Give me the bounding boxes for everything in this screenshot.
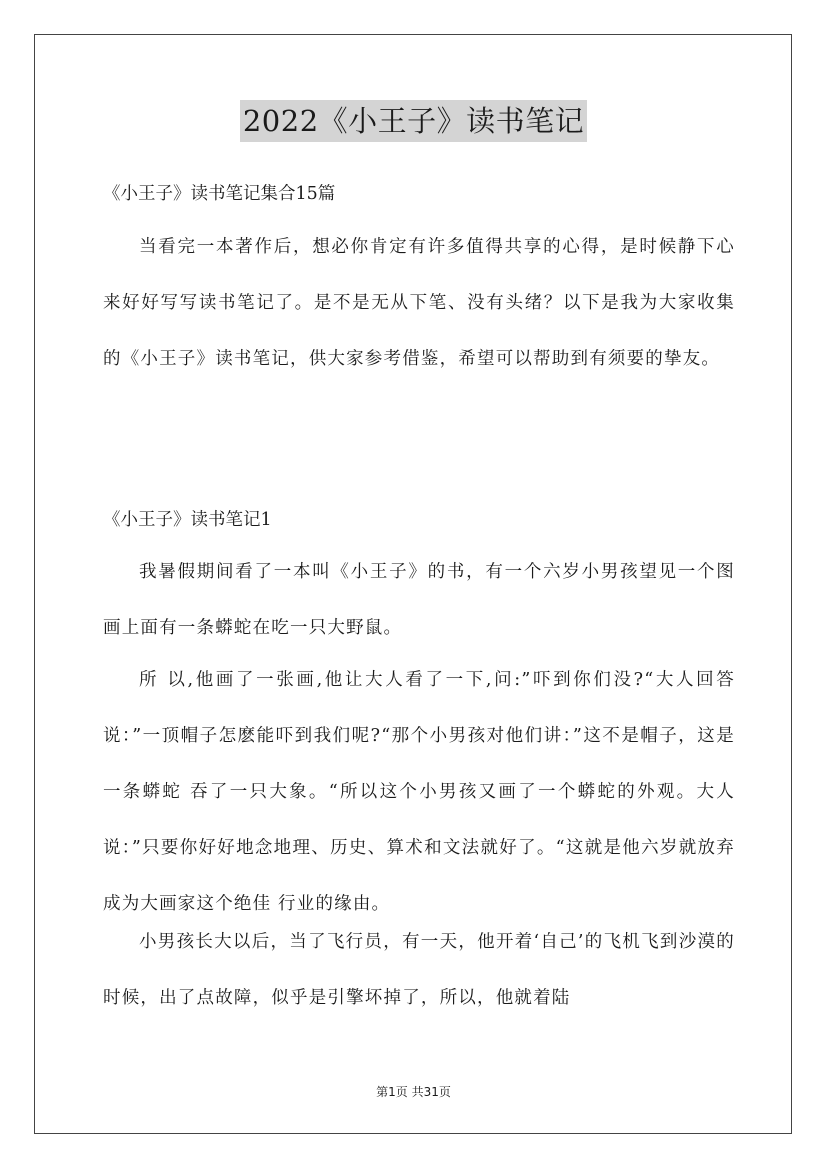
body-paragraph-2: 所 以,他画了一张画,他让大人看了一下,问:”吓到你们没?“大人回答说：”一顶帽子怎麽能吓到我们呢?“那个小男孩对他们讲：”这不是帽子，这是一条蟒蛇 吞了一只大象。“所以这个小男孩又画了一个蟒蛇的外观。大人说：”只要你好好地念地理、历史、算术和文法就好了。“这就是他六岁就放弃成为大画家这个绝佳 行业的缘由。 <box>103 670 735 914</box>
section-heading: 《小王子》读书笔记1 <box>103 510 272 530</box>
document-subtitle: 《小王子》读书笔记集合15篇 <box>103 184 336 204</box>
page-footer: 第1页 共31页 <box>376 1085 451 1099</box>
body-paragraph-1: 我暑假期间看了一本叫《小王子》的书，有一个六岁小男孩望见一个图画上面有一条蟒蛇在吃一只大野鼠。 <box>103 562 735 638</box>
body-paragraph-3: 小男孩长大以后，当了飞行员，有一天，他开着‘自己’的飞机飞到沙漠的时候，出了点故障，似乎是引擎坏掉了，所以，他就着陆 <box>103 932 735 1008</box>
document-title: 2022《小王子》读书笔记 <box>240 100 587 142</box>
intro-paragraph: 当看完一本著作后，想必你肯定有许多值得共享的心得，是时候静下心来好好写写读书笔记了。是不是无从下笔、没有头绪？以下是我为大家收集的《小王子》读书笔记，供大家参考借鉴，希望可以帮助到有须要的挚友。 <box>103 237 735 369</box>
title-container <box>0 100 827 142</box>
